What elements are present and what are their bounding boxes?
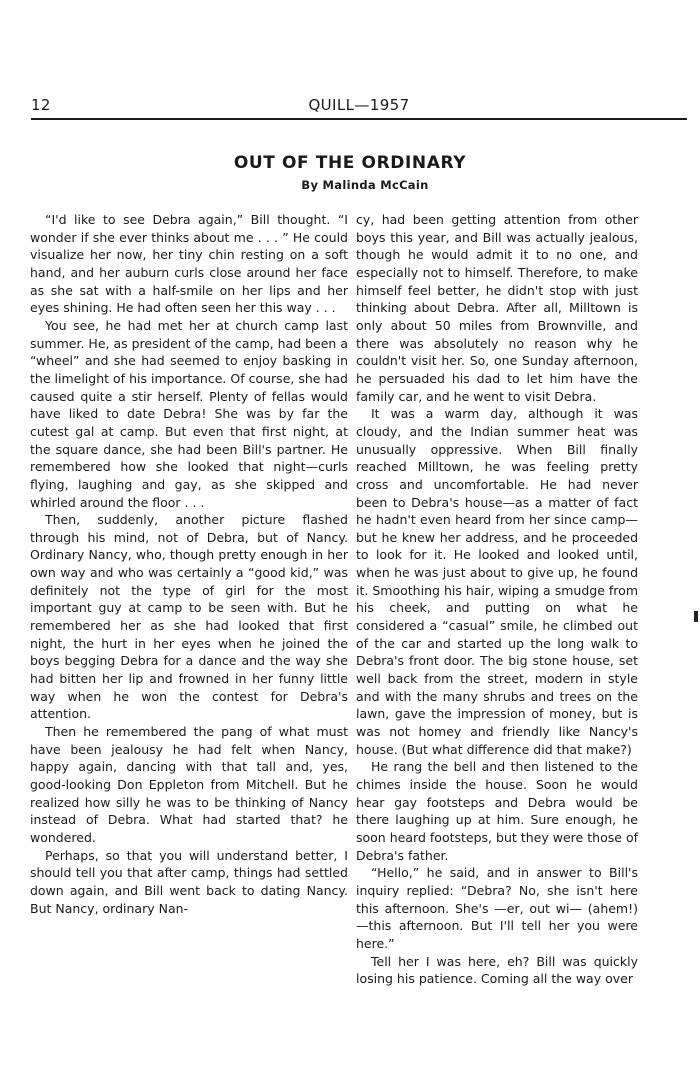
paragraph: Tell her I was here, eh? Bill was quickly losing his patience. Coming all the way over xyxy=(356,953,638,987)
paragraph: “Hello,” he said, and in answer to Bill's inquiry replied: “Debra? No, she isn't here this afternoon. She's —er, out wi— (ahem!) —this afternoon. But I'll tell her you were here.” xyxy=(356,865,638,951)
paragraph: Then he remembered the pang of what must have been jealousy he had felt when Nancy, happy again, dancing with that tall and, yes, good-looking Don Eppleton from Mitchell. But he realized how silly he was to be thinking of Nancy instead of Debra. What had started that? he wondered. xyxy=(30,724,348,845)
paragraph: Then, suddenly, another picture flashed through his mind, not of Debra, but of Nancy. Ordinary Nancy, who, though pretty enough in her own way and who was certainly a “good kid,” was definitely not the type of girl for the most important guy at camp to be seen with. But he remembered her as she had looked that first night, the hurt in her eyes when he joined the boys begging Debra for a dance and the way she had bitten her lip and frowned in her funny little way when he won the contest for Debra's attention. xyxy=(30,512,348,722)
paragraph: “I'd like to see Debra again,” Bill thought. “I wonder if she ever thinks about me . . . ” He could visualize her now, her tiny chin resting on a soft hand, and her auburn curls close around her face as she sat with a half-smile on her lips and her eyes shining. He had often seen her this way . . . xyxy=(30,212,348,316)
page-header xyxy=(31,96,687,116)
right-column xyxy=(356,211,638,988)
running-title: QUILL—1957 xyxy=(308,96,410,114)
paragraph: It was a warm day, although it was cloudy, and the Indian summer heat was unusually oppressive. When Bill finally reached Milltown, he was feeling pretty cross and uncomfortable. He had never been to Debra's house—as a matter of fact he hadn't even heard from her since camp—but he knew her address, and he proceeded to look for it. He looked and looked until, when he was just about to give up, he found it. Smoothing his hair, wiping a smudge from his cheek, and putting on what he considered a “casual” smile, he climbed out of the car and started up the long walk to Debra's front door. The big stone house, set well back from the street, modern in style and with the many shrubs and trees on the lawn, gave the impression of money, but is was not homey and friendly like Nancy's house. (But what difference did that make?) xyxy=(356,406,638,757)
left-column xyxy=(30,211,348,917)
paragraph: You see, he had met her at church camp last summer. He, as president of the camp, had been a “wheel” and she had seemed to enjoy basking in the limelight of his importance. Of course, she had caused quite a stir herself. Plenty of fellas would have liked to date Debra! She was by far the cutest gal at camp. But even that first night, at the square dance, she had been Bill's partner. He remembered how she looked that night—curls flying, laughing and gay, as she skipped and whirled around the floor . . . xyxy=(30,317,348,510)
paragraph: Perhaps, so that you will understand better, I should tell you that after camp, things had settled down again, and Bill went back to dating Nancy. But Nancy, ordinary Nan- xyxy=(30,847,348,916)
page-number: 12 xyxy=(31,96,51,114)
paragraph: He rang the bell and then listened to the chimes inside the house. Soon he would hear gay footsteps and Debra would be there laughing up at him. Sure enough, he soon heard footsteps, but they were those of Debra's father. xyxy=(356,759,638,863)
header-rule xyxy=(31,118,687,120)
paragraph: cy, had been getting attention from other boys this year, and Bill was actually jealous, though he would admit it to no one, and especially not to himself. Therefore, to make himself feel better, he didn't stop with just thinking about Debra. After all, Milltown is only about 50 miles from Brownville, and there was absolutely no reason why he couldn't visit her. So, one Sunday afternoon, he persuaded his dad to let him have the family car, and he went to visit Debra. xyxy=(356,212,638,404)
scan-edge-mark xyxy=(694,611,698,622)
article-byline: By Malinda McCain xyxy=(301,178,429,192)
article-title: OUT OF THE ORDINARY xyxy=(233,153,467,173)
